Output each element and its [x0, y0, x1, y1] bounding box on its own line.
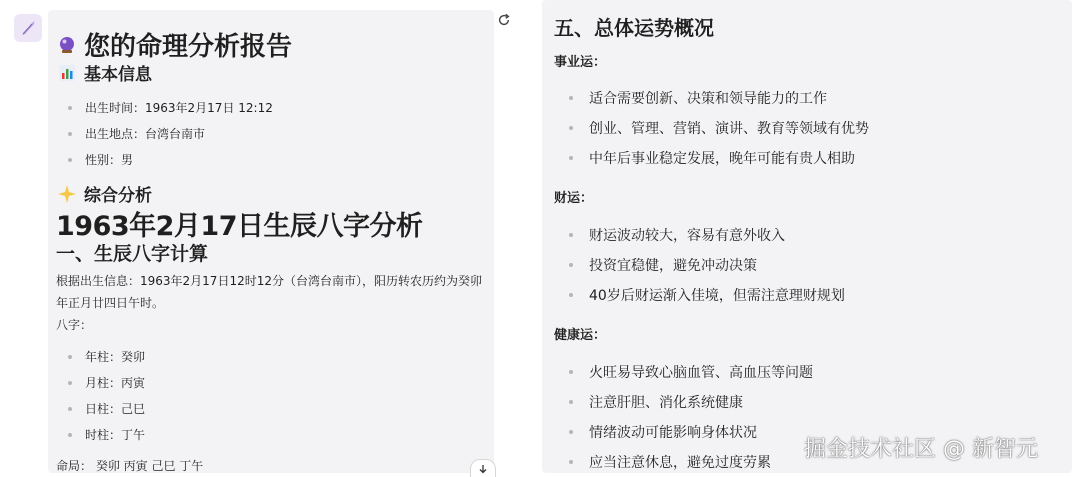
basic-info-heading-text: 基本信息	[84, 65, 152, 85]
intro-paragraph: 根据出生信息：1963年2月17日12时12分（台湾台南市），阳历转农历约为癸卯年正月廿四日午时。	[56, 274, 482, 310]
health-label: 健康运：	[554, 328, 607, 343]
analysis-heading-text: 综合分析	[84, 186, 152, 206]
list-item: 性别：男	[68, 151, 133, 168]
list-item: 日柱：己巳	[68, 400, 145, 417]
section-one-heading: 一、生辰八字计算	[56, 243, 209, 265]
fortune-heading: 五、总体运势概况	[554, 16, 714, 40]
analysis-heading	[56, 181, 152, 206]
career-label: 事业运：	[554, 55, 607, 70]
assistant-avatar	[14, 14, 42, 42]
list-item: 出生地点：台湾台南市	[68, 125, 205, 142]
list-item: 应当注意休息，避免过度劳累	[569, 452, 771, 472]
report-title	[56, 26, 292, 63]
list-item: 财运波动较大，容易有意外收入	[569, 225, 785, 245]
scroll-down-button[interactable]	[470, 459, 496, 477]
bar-chart-icon	[56, 62, 78, 84]
mingju-line: 命局： 癸卯 丙寅 己巳 丁午	[56, 459, 204, 473]
refresh-button[interactable]	[496, 12, 512, 28]
bazi-analysis-title: 1963年2月17日生辰八字分析	[56, 211, 423, 242]
list-item: 注意肝胆、消化系统健康	[569, 392, 743, 412]
list-item: 月柱：丙寅	[68, 374, 145, 391]
list-item: 情绪波动可能影响身体状况	[569, 422, 757, 442]
list-item: 投资宜稳健，避免冲动决策	[569, 255, 757, 275]
list-item: 适合需要创新、决策和领导能力的工作	[569, 88, 827, 108]
report-panel-right	[542, 0, 1072, 473]
refresh-icon	[497, 13, 511, 27]
wealth-label: 财运：	[554, 191, 594, 206]
bazi-label: 八字：	[56, 318, 93, 332]
sparkle-star-icon	[56, 183, 78, 205]
watermark: 掘金技术社区 @ 新智元	[804, 437, 1038, 462]
list-item: 出生时间：1963年2月17日 12:12	[68, 99, 273, 116]
list-item: 40岁后财运渐入佳境，但需注意理财规划	[569, 285, 845, 305]
list-item: 中年后事业稳定发展，晚年可能有贵人相助	[569, 148, 855, 168]
crystal-ball-icon	[56, 34, 78, 56]
feather-quill-icon	[18, 18, 38, 38]
report-panel-left	[48, 10, 494, 473]
list-item: 年柱：癸卯	[68, 348, 145, 365]
report-title-text: 您的命理分析报告	[84, 32, 293, 62]
list-item: 火旺易导致心脑血管、高血压等问题	[569, 362, 813, 382]
basic-info-heading	[56, 60, 152, 85]
list-item: 时柱：丁午	[68, 426, 145, 443]
arrow-down-icon	[478, 464, 488, 474]
list-item: 创业、管理、营销、演讲、教育等领域有优势	[569, 118, 869, 138]
